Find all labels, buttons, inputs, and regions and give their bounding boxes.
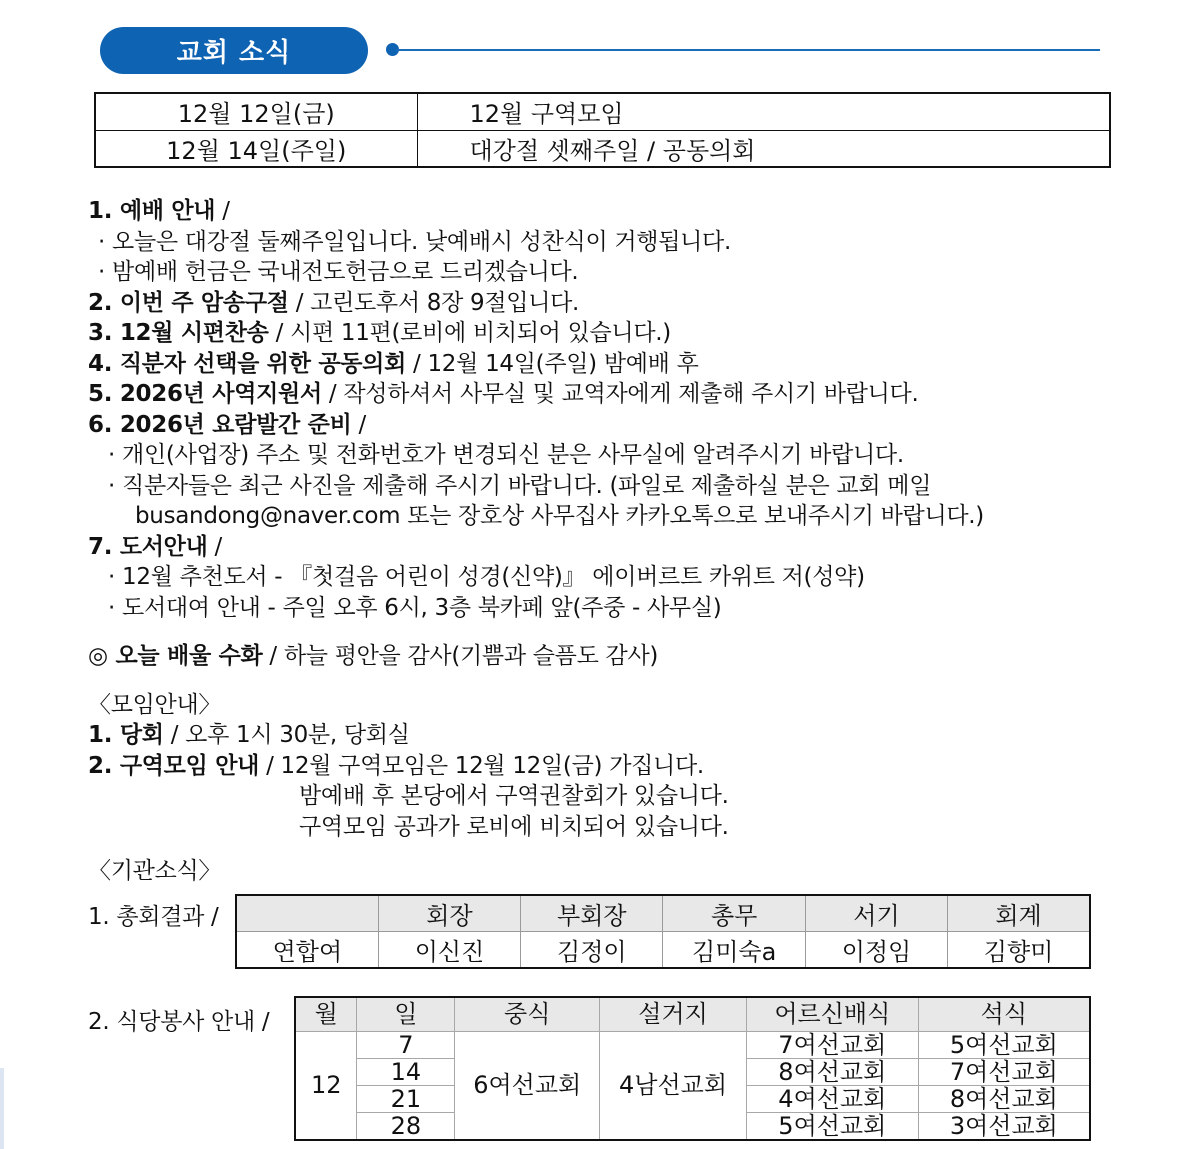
- notice-title: 2. 이번 주 암송구절: [88, 289, 289, 316]
- meeting-2-continuation: 구역모임 공과가 로비에 비치되어 있습니다.: [299, 813, 729, 840]
- spacer: [88, 842, 1168, 856]
- table-row: [295, 1031, 1090, 1058]
- table-cell: 이정임: [805, 932, 947, 969]
- elder-serving-cell: 4여선교회: [746, 1085, 918, 1112]
- day-cell: 21: [357, 1085, 455, 1112]
- hymn-title: ◎ 오늘 배울 수화: [88, 643, 263, 669]
- notice-title: 1. 예배 안내: [88, 198, 216, 224]
- table-cell: 연합여: [236, 932, 378, 969]
- notice-1-title-line: [88, 196, 1168, 227]
- meeting-2-continuation: 밤예배 후 본당에서 구역권찰회가 있습니다.: [299, 783, 729, 809]
- dining-service-label: 2. 식당봉사 안내 /: [88, 1009, 270, 1035]
- table-cell: 김정이: [521, 932, 663, 969]
- meeting-1: [88, 720, 1168, 751]
- notice-bullet: · 오늘은 대강절 둘째주일입니다. 낮예배시 성찬식이 거행됩니다.: [98, 228, 731, 255]
- notice-sep: /: [215, 198, 230, 224]
- table-header-cell: 어르신배식: [746, 997, 918, 1031]
- notice-title: 6. 2026년 요람발간 준비: [88, 411, 352, 438]
- meeting-title: 1. 당회: [88, 722, 164, 748]
- dishes-cell: 4남선교회: [600, 1031, 747, 1140]
- table-cell: 이신진: [378, 932, 520, 969]
- section-header: [100, 27, 1100, 75]
- table-header-cell: 부회장: [521, 895, 663, 932]
- notice-title: 5. 2026년 사역지원서: [88, 381, 322, 407]
- table-header-cell: 중식: [455, 997, 600, 1031]
- notice-bullet: · 밤예배 헌금은 국내전도헌금으로 드리겠습니다.: [98, 259, 579, 285]
- organizations-heading: 〈기관소식〉: [88, 858, 222, 884]
- day-cell: 14: [357, 1058, 455, 1085]
- notice-3: [88, 318, 1168, 349]
- sign-language-hymn: [88, 641, 1168, 672]
- table-header-cell: 서기: [805, 895, 947, 932]
- notice-bullet: · 12월 추천도서 - 『첫걸음 어린이 성경(신약)』 에이버르트 카위트 저(성약): [108, 564, 865, 590]
- dinner-cell: 5여선교회: [918, 1031, 1090, 1058]
- dining-service-table: [294, 996, 1091, 1141]
- notice-bullet: · 직분자들은 최근 사진을 제출해 주시기 바랍니다. (파일로 제출하실 분은 교회 메일: [108, 472, 932, 499]
- spacer: [88, 623, 1168, 641]
- meeting-2: [88, 751, 1168, 782]
- notice-7-title-line: [88, 532, 1168, 563]
- spacer: [88, 672, 1168, 690]
- section-title-badge: 교회 소식: [100, 27, 368, 74]
- notice-bullet: · 개인(사업장) 주소 및 전화번호가 변경되신 분은 사무실에 알려주시기 바랍니다.: [108, 442, 904, 468]
- dinner-cell: 3여선교회: [918, 1112, 1090, 1140]
- table-row: [236, 932, 1090, 969]
- schedule-row: [95, 93, 1110, 130]
- schedule-event: 대강절 셋째주일 / 공동의회: [417, 130, 1110, 167]
- table-header-cell: 회계: [948, 895, 1090, 932]
- schedule-event: 12월 구역모임: [417, 93, 1110, 130]
- elder-serving-cell: 8여선교회: [746, 1058, 918, 1085]
- table-header-row: [295, 997, 1090, 1031]
- meetings-heading: 〈모임안내〉: [88, 691, 222, 718]
- dinner-cell: 7여선교회: [918, 1058, 1090, 1085]
- meeting-text: / 오후 1시 30분, 당회실: [163, 722, 410, 748]
- table-cell: 김미숙a: [663, 932, 805, 969]
- notice-text: / 고린도후서 8장 9절입니다.: [288, 289, 580, 316]
- day-cell: 7: [357, 1031, 455, 1058]
- table-header-cell: 월: [295, 997, 357, 1031]
- header-divider-line: [396, 49, 1100, 51]
- notice-text: / 시편 11편(로비에 비치되어 있습니다.): [268, 320, 671, 346]
- notice-sep: /: [207, 533, 222, 560]
- page-edge-strip: [0, 1068, 4, 1149]
- notice-text: / 작성하셔서 사무실 및 교역자에게 제출해 주시기 바랍니다.: [321, 381, 919, 407]
- schedule-row: [95, 130, 1110, 167]
- dinner-cell: 8여선교회: [918, 1085, 1090, 1112]
- day-cell: 28: [357, 1112, 455, 1140]
- notice-sep: /: [351, 411, 366, 438]
- notice-title: 3. 12월 시편찬송: [88, 320, 269, 346]
- notice-6-title-line: [88, 410, 1168, 441]
- notice-bullet-continuation: busandong@naver.com 또는 장호상 사무집사 카카오톡으로 보내주시기 바랍니다.): [135, 503, 984, 529]
- table-header-cell: 설거지: [600, 997, 747, 1031]
- table-header-cell: 일: [357, 997, 455, 1031]
- hymn-text: / 하늘 평안을 감사(기쁨과 슬픔도 감사): [262, 643, 659, 669]
- table-header-cell: 총무: [663, 895, 805, 932]
- meeting-text: / 12월 구역모임은 12월 12일(금) 가집니다.: [259, 752, 704, 779]
- table-header-cell: [236, 895, 378, 932]
- elder-serving-cell: 5여선교회: [746, 1112, 918, 1140]
- table-header-cell: 회장: [378, 895, 520, 932]
- notice-5: [88, 379, 1168, 410]
- schedule-date: 12월 14일(주일): [95, 130, 417, 167]
- elder-serving-cell: 7여선교회: [746, 1031, 918, 1058]
- month-cell: 12: [295, 1031, 357, 1140]
- table-cell: 김향미: [948, 932, 1090, 969]
- notice-4: [88, 349, 1168, 380]
- notice-text: / 12월 14일(주일) 밤예배 후: [406, 350, 699, 377]
- notice-title: 4. 직분자 선택을 위한 공동의회: [88, 350, 406, 377]
- general-meeting-table: [235, 894, 1091, 969]
- schedule-date: 12월 12일(금): [95, 93, 417, 130]
- meeting-title: 2. 구역모임 안내: [88, 752, 260, 779]
- notices-body: [88, 196, 1168, 887]
- table-header-cell: 석식: [918, 997, 1090, 1031]
- notice-bullet: · 도서대여 안내 - 주일 오후 6시, 3층 북카페 앞(주중 - 사무실): [108, 594, 722, 621]
- schedule-table: [94, 92, 1111, 168]
- table-header-row: [236, 895, 1090, 932]
- notice-title: 7. 도서안내: [88, 533, 208, 560]
- lunch-cell: 6여선교회: [455, 1031, 600, 1140]
- general-meeting-label: 1. 총회결과 /: [88, 904, 219, 930]
- notice-2: [88, 288, 1168, 319]
